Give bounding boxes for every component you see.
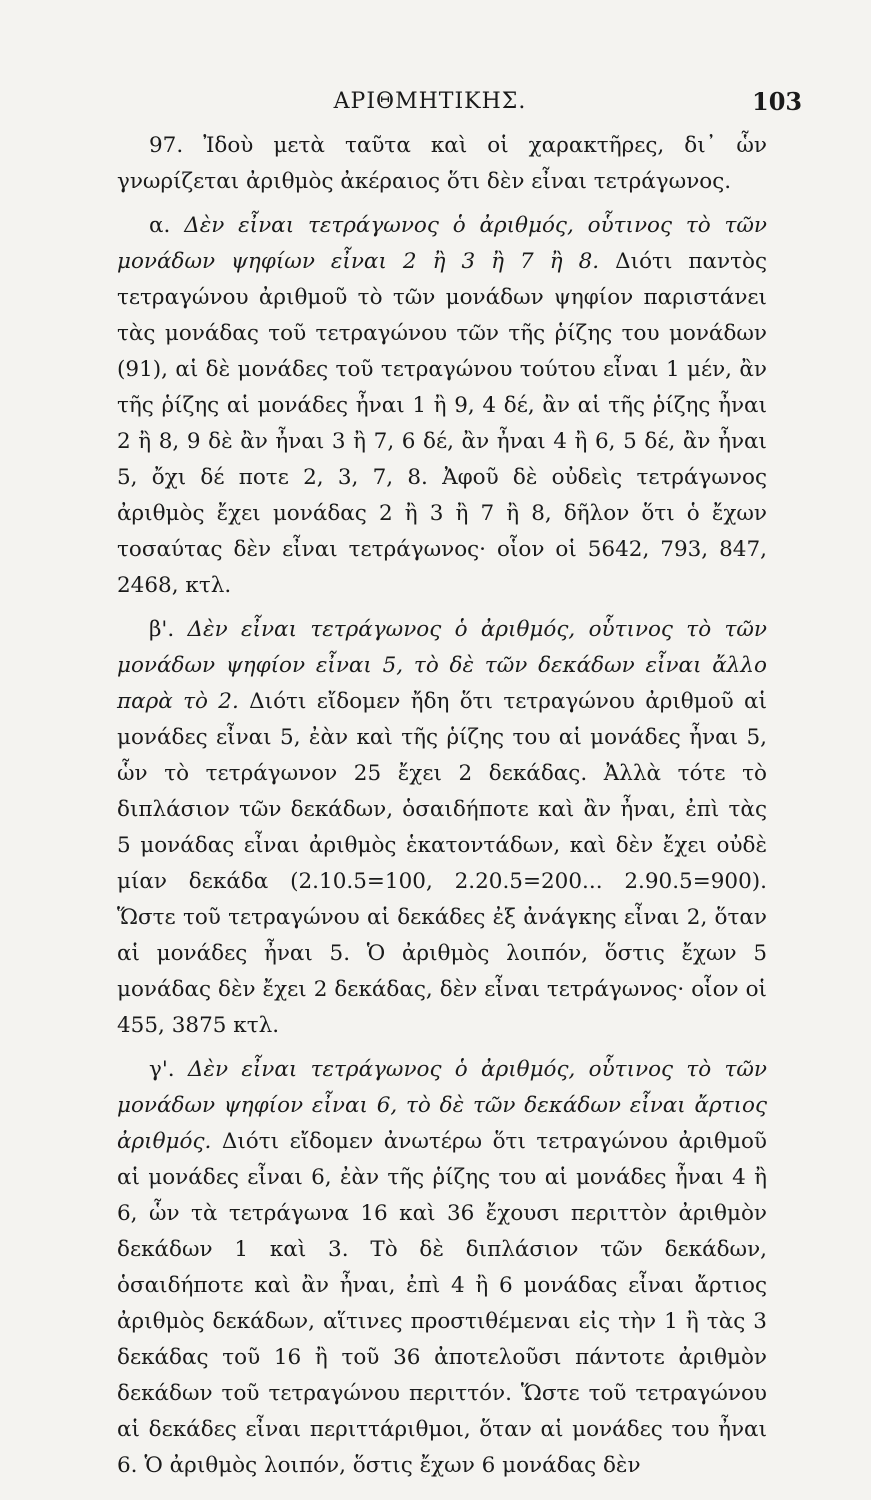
paragraph-alpha bbox=[117, 208, 767, 604]
paragraph-number: γ'. bbox=[149, 1057, 188, 1082]
paragraph-number: α. bbox=[149, 213, 185, 238]
paragraph-number: β'. bbox=[149, 617, 188, 642]
rule-statement: Δὲν εἶναι τετράγωνος ὁ ἀριθμός, οὗτινος τὸ τῶν μονάδων ψηφίον εἶναι 6, τὸ δὲ τῶν δεκάδων εἶναι ἄρτιος ἀριθμός. bbox=[117, 1057, 767, 1154]
rule-statement: Δὲν εἶναι τετράγωνος ὁ ἀριθμός, οὗτινος τὸ τῶν μονάδων ψηφίον εἶναι 5, τὸ δὲ τῶν δεκάδων εἶναι ἄλλο παρὰ τὸ 2. bbox=[117, 617, 767, 714]
paragraph-text: Διότι εἴδομεν ἤδη ὅτι τετραγώνου ἀριθμοῦ αἱ μονάδες εἶναι 5, ἐὰν καὶ τῆς ῥίζης του αἱ μονάδες ἦναι 5, ὧν τὸ τετράγωνον 25 ἔχει 2 δεκάδας. Ἀλλὰ τότε τὸ διπλάσιον τῶν δεκάδων, ὁσαιδήποτε καὶ ἂν ἦναι, ἐπὶ τὰς 5 μονάδας εἶναι ἀριθμὸς ἑκατοντάδων, καὶ δὲν ἔχει οὐδὲ μίαν δεκάδα (2.10.5=100, 2.20.5=200... 2.90.5=900). Ὥστε τοῦ τετραγώνου αἱ δεκάδες ἐξ ἀνάγκης εἶναι 2, ὅταν αἱ μονάδες ἦναι 5. Ὁ ἀριθμὸς λοιπόν, ὅστις ἔχων 5 μονάδας δὲν ἔχει 2 δεκάδας, δὲν εἶναι τετράγωνος· οἷον οἱ 455, 3875 κτλ. bbox=[117, 689, 768, 1038]
rule-statement: Δὲν εἶναι τετράγωνος ὁ ἀριθμός, οὗτινος τὸ τῶν μονάδων ψηφίων εἶναι 2 ἢ 3 ἢ 7 ἢ 8. bbox=[117, 213, 767, 274]
page-header bbox=[0, 82, 871, 122]
paragraph-text: Ἰδοὺ μετὰ ταῦτα καὶ οἱ χαρακτῆρες, δι᾿ ὧν γνωρίζεται ἀριθμὸς ἀκέραιος ὅτι δὲν εἶναι τετράγωνος. bbox=[117, 133, 767, 194]
running-title: ΑΡΙΘΜΗΤΙΚΗΣ. bbox=[333, 89, 527, 114]
paragraph-gamma bbox=[117, 1052, 767, 1484]
paragraph-97 bbox=[117, 128, 767, 200]
page-number: 103 bbox=[752, 87, 803, 116]
paragraph-number: 97. bbox=[149, 133, 204, 158]
paragraph-beta bbox=[117, 612, 767, 1044]
paragraph-text: Διότι εἴδομεν ἀνωτέρω ὅτι τετραγώνου ἀριθμοῦ αἱ μονάδες εἶναι 6, ἐὰν τῆς ῥίζης του αἱ μονάδες ἦναι 4 ἢ 6, ὧν τὰ τετράγωνα 16 καὶ 36 ἔχουσι περιττὸν ἀριθμὸν δεκάδων 1 καὶ 3. Τὸ δὲ διπλάσιον τῶν δεκάδων, ὁσαιδήποτε καὶ ἂν ἦναι, ἐπὶ 4 ἢ 6 μονάδας εἶναι ἄρτιος ἀριθμὸς δεκάδων, αἵτινες προστιθέμεναι εἰς τὴν 1 ἢ τὰς 3 δεκάδας τοῦ 16 ἢ τοῦ 36 ἀποτελοῦσι πάντοτε ἀριθμὸν δεκάδων τοῦ τετραγώνου περιττόν. Ὥστε τοῦ τετραγώνου αἱ δεκάδες εἶναι περιττάριθμοι, ὅταν αἱ μονάδες του ἦναι 6. Ὁ ἀριθμὸς λοιπόν, ὅστις ἔχων 6 μονάδας δὲν bbox=[117, 1129, 767, 1478]
paragraph-text: Διότι παντὸς τετραγώνου ἀριθμοῦ τὸ τῶν μονάδων ψηφίον παριστάνει τὰς μονάδας τοῦ τετραγώνου τῶν τῆς ῥίζης του μονάδων (91), αἱ δὲ μονάδες τοῦ τετραγώνου τούτου εἶναι 1 μέν, ἂν τῆς ῥίζης αἱ μονάδες ἦναι 1 ἢ 9, 4 δέ, ἂν αἱ τῆς ῥίζης ἦναι 2 ἢ 8, 9 δὲ ἂν ἦναι 3 ἢ 7, 6 δέ, ἂν ἦναι 4 ἢ 6, 5 δέ, ἂν ἦναι 5, ὄχι δέ ποτε 2, 3, 7, 8. Ἀφοῦ δὲ οὐδεὶς τετράγωνος ἀριθμὸς ἔχει μονάδας 2 ἢ 3 ἢ 7 ἢ 8, δῆλον ὅτι ὁ ἔχων τοσαύτας δὲν εἶναι τετράγωνος· οἷον οἱ 5642, 793, 847, 2468, κτλ. bbox=[117, 249, 767, 598]
body-text bbox=[117, 128, 767, 1484]
